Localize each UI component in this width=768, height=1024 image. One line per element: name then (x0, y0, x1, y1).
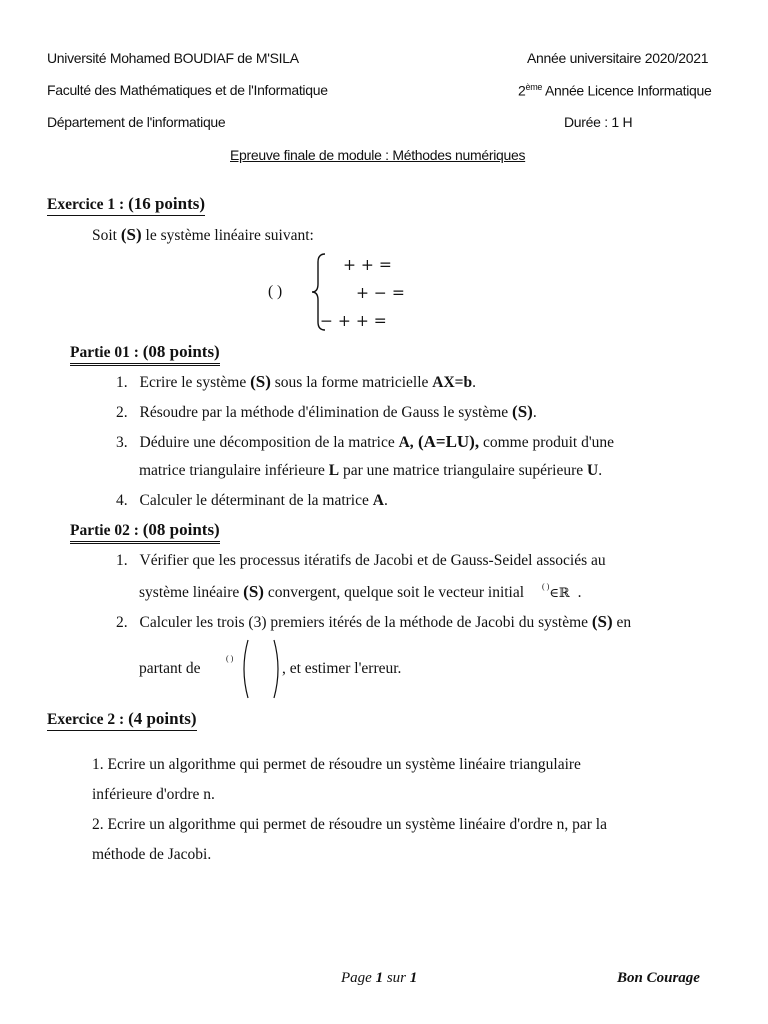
item-number: 1. (116, 552, 128, 569)
item-number: 4. (116, 492, 128, 509)
part2-item-1-continued (139, 582, 581, 602)
item-system-s: (S) (512, 402, 533, 421)
exercise1-intro (92, 225, 314, 245)
part1-points: (08 points) (142, 342, 220, 361)
part1-heading (70, 342, 220, 366)
item-number: 2. (116, 404, 128, 421)
element-of-reals: ∈ℝ (549, 585, 570, 600)
part2-points: (08 points) (142, 520, 220, 539)
system-row-1: + + = (343, 256, 392, 274)
intro-suffix: le système linéaire suivant: (141, 227, 314, 244)
level-text: Année Licence Informatique (544, 82, 712, 99)
start-vector-sup: ( ) (226, 654, 234, 663)
item-matrix-eq: AX=b (432, 374, 473, 391)
item-text: . (532, 404, 537, 421)
item-text: convergent, quelque soit le vecteur initial (263, 584, 525, 601)
item-text: Calculer le déterminant de la matrice (139, 492, 373, 509)
item-text: en (612, 614, 632, 631)
page-current: 1 (375, 970, 384, 986)
part2-heading (70, 520, 220, 544)
exercise1-title: Exercice 1 : (47, 196, 129, 213)
page-sep: sur (383, 970, 410, 986)
estimate-error-text: , et estimer l'erreur. (282, 660, 402, 677)
item-text: . (383, 492, 388, 509)
item-text: . (577, 584, 582, 601)
item-text: sous la forme matricielle (270, 374, 433, 391)
study-level (518, 82, 711, 99)
item-matrix-a: A, (398, 434, 414, 451)
level-number: 2 (518, 82, 526, 99)
part1-item-4 (116, 492, 388, 510)
system-label: ( ) (268, 283, 283, 300)
item-system-s: (S) (243, 582, 264, 601)
part1-item-2 (116, 402, 537, 422)
item-text: Ecrire le système (139, 374, 251, 391)
faculty-name: Faculté des Mathématiques et de l'Informatique (47, 82, 328, 98)
exercise1-heading (47, 194, 205, 216)
intro-prefix: Soit (92, 227, 121, 244)
item-text: par une matrice triangulaire supérieure (339, 462, 588, 479)
exercise2-q1-line1: 1. Ecrire un algorithme qui permet de résoudre un système linéaire triangulaire (92, 756, 581, 773)
page-total: 1 (409, 970, 418, 986)
item-text: . (472, 374, 477, 391)
start-vector-parentheses (238, 638, 284, 700)
item-system-s: (S) (591, 612, 613, 631)
item-number: 3. (116, 434, 128, 451)
part1-item-3 (116, 432, 614, 452)
iteration-count: (3) (248, 614, 267, 631)
exercise2-q2-line1: 2. Ecrire un algorithme qui permet de résoudre un système linéaire d'ordre n, par la (92, 816, 607, 833)
item-text: Résoudre par la méthode d'élimination de Gauss le système (139, 404, 513, 421)
level-superscript: ème (525, 82, 543, 92)
academic-year: Année universitaire 2020/2021 (527, 50, 709, 66)
part1-item-3-continued (139, 462, 602, 480)
item-matrix-a: A (372, 492, 384, 509)
item-number: 2. (116, 614, 128, 631)
exercise1-points: (16 points) (128, 194, 206, 213)
item-lu-decomp: (A=LU), (413, 432, 480, 451)
intro-system-s: (S) (120, 225, 142, 244)
exercise2-q2-line2: méthode de Jacobi. (92, 846, 212, 863)
item-matrix-l: L (328, 462, 340, 479)
page-number (341, 970, 417, 987)
system-row-3: − + + = (320, 312, 387, 330)
department-name: Département de l'informatique (47, 114, 226, 130)
item-text: partant de (139, 660, 201, 677)
item-text: premiers itérés de la méthode de Jacobi du système (266, 614, 592, 631)
item-text: système linéaire (139, 584, 244, 601)
item-system-s: (S) (250, 372, 271, 391)
part1-item-1 (116, 372, 476, 392)
exercise2-points: (4 points) (128, 709, 197, 728)
university-name: Université Mohamed BOUDIAF de M'SILA (47, 50, 299, 66)
exam-duration: Durée : 1 H (564, 114, 633, 130)
exercise2-q1-line2: inférieure d'ordre n. (92, 786, 215, 803)
exam-title: Epreuve finale de module : Méthodes numériques (230, 147, 526, 163)
part2-title: Partie 02 : (70, 522, 143, 539)
item-number: 1. (116, 374, 128, 391)
item-text: matrice triangulaire inférieure (139, 462, 329, 479)
good-luck: Bon Courage (617, 970, 700, 986)
item-matrix-u: U (587, 462, 599, 479)
part2-item-1 (116, 552, 606, 570)
initial-vector-sup: ( ) (541, 582, 550, 591)
part2-item-2-continued (139, 660, 201, 678)
exercise2-title: Exercice 2 : (47, 711, 129, 728)
item-text: comme produit d'une (479, 434, 615, 451)
exercise2-heading (47, 709, 197, 731)
item-text: Calculer les trois (139, 614, 249, 631)
system-row-2: + − = (356, 284, 405, 302)
page-prefix: Page (341, 970, 376, 986)
item-text: Vérifier que les processus itératifs de Jacobi et de Gauss-Seidel associés au (139, 552, 606, 569)
item-text: Déduire une décomposition de la matrice (139, 434, 399, 451)
part1-title: Partie 01 : (70, 344, 143, 361)
item-text: . (598, 462, 603, 479)
part2-item-2 (116, 612, 631, 632)
